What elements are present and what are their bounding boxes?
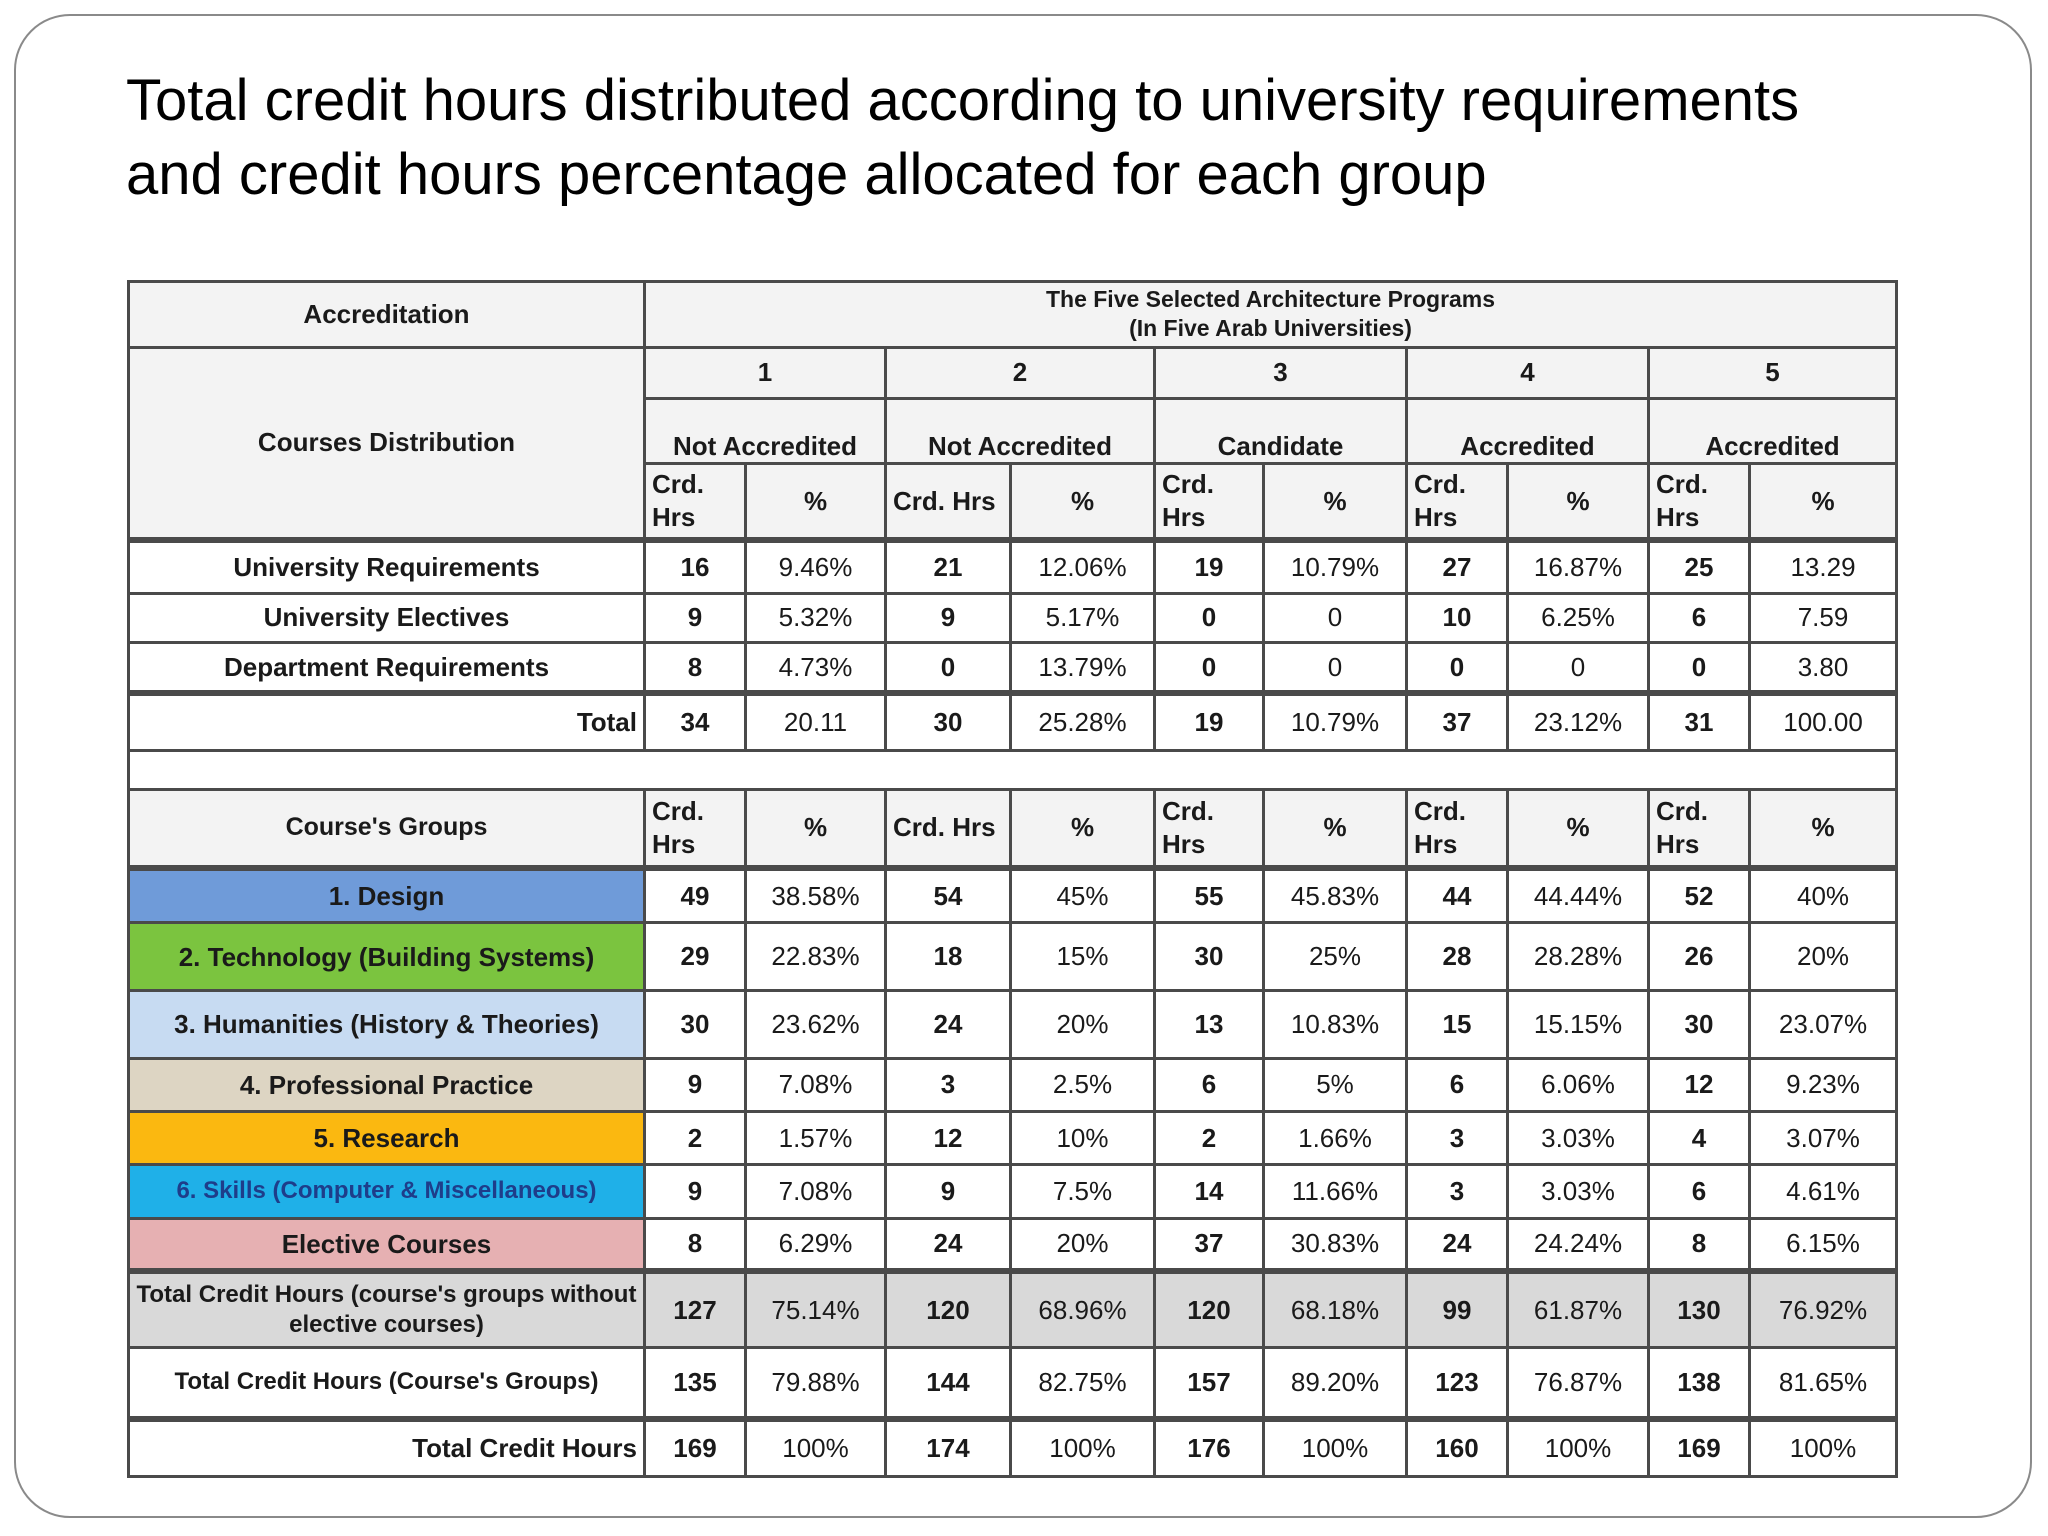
- crd-hrs-cell: 6: [1155, 1058, 1264, 1111]
- group-label: 1. Design: [129, 868, 645, 923]
- crd-hrs-cell: 49: [645, 868, 746, 923]
- crd-hrs-cell: 29: [645, 923, 746, 991]
- pct-header: %: [1750, 790, 1897, 868]
- crd-hrs-cell: 135: [645, 1347, 746, 1419]
- pct-cell: 24.24%: [1508, 1218, 1649, 1271]
- crd-hrs-cell: 27: [1407, 540, 1508, 593]
- programs-header-line2: (In Five Arab Universities): [1129, 315, 1412, 342]
- crd-hrs-header: Crd. Hrs: [645, 464, 746, 540]
- row-label: Total Credit Hours (Course's Groups): [129, 1347, 645, 1419]
- pct-cell: 10.79%: [1264, 540, 1407, 593]
- crd-hrs-cell: 14: [1155, 1165, 1264, 1218]
- pct-cell: 82.75%: [1011, 1347, 1155, 1419]
- pct-header: %: [1264, 790, 1407, 868]
- accreditation-status: Accredited: [1649, 398, 1897, 464]
- crd-hrs-cell: 174: [886, 1419, 1011, 1477]
- table-row: [129, 593, 1897, 642]
- crd-hrs-cell: 130: [1649, 1271, 1750, 1347]
- crd-hrs-header: Crd. Hrs: [886, 790, 1011, 868]
- pct-cell: 13.29: [1750, 540, 1897, 593]
- crd-hrs-cell: 9: [645, 1165, 746, 1218]
- row-label: University Requirements: [129, 540, 645, 593]
- crd-hrs-cell: 6: [1649, 1165, 1750, 1218]
- credit-hours-table: [127, 280, 1898, 1478]
- pct-cell: 100%: [1750, 1419, 1897, 1477]
- program-number: 4: [1407, 347, 1649, 398]
- crd-hrs-cell: 169: [1649, 1419, 1750, 1477]
- crd-hrs-cell: 15: [1407, 991, 1508, 1059]
- crd-hrs-cell: 28: [1407, 923, 1508, 991]
- pct-cell: 20.11: [746, 693, 886, 750]
- pct-cell: 6.29%: [746, 1218, 886, 1271]
- crd-hrs-cell: 0: [1155, 593, 1264, 642]
- pct-cell: 6.06%: [1508, 1058, 1649, 1111]
- pct-cell: 4.73%: [746, 642, 886, 693]
- pct-cell: 100%: [1264, 1419, 1407, 1477]
- pct-cell: 100.00: [1750, 693, 1897, 750]
- crd-hrs-header: Crd. Hrs: [1649, 790, 1750, 868]
- pct-cell: 1.66%: [1264, 1112, 1407, 1165]
- crd-hrs-cell: 30: [886, 693, 1011, 750]
- pct-cell: 12.06%: [1011, 540, 1155, 593]
- pct-cell: 9.46%: [746, 540, 886, 593]
- accreditation-status: Not Accredited: [645, 398, 886, 464]
- courses-distribution-label: Courses Distribution: [129, 347, 645, 540]
- crd-hrs-header: Crd. Hrs: [1155, 790, 1264, 868]
- pct-cell: 44.44%: [1508, 868, 1649, 923]
- pct-cell: 38.58%: [746, 868, 886, 923]
- crd-hrs-cell: 24: [886, 991, 1011, 1059]
- crd-hrs-cell: 8: [645, 642, 746, 693]
- pct-cell: 4.61%: [1750, 1165, 1897, 1218]
- crd-hrs-cell: 3: [1407, 1112, 1508, 1165]
- pct-cell: 20%: [1011, 1218, 1155, 1271]
- pct-cell: 20%: [1011, 991, 1155, 1059]
- pct-cell: 6.25%: [1508, 593, 1649, 642]
- group-row-elective: [129, 1218, 1897, 1271]
- accreditation-status: Not Accredited: [886, 398, 1155, 464]
- pct-cell: 40%: [1750, 868, 1897, 923]
- row-label: Department Requirements: [129, 642, 645, 693]
- crd-hrs-cell: 34: [645, 693, 746, 750]
- pct-cell: 0: [1264, 593, 1407, 642]
- crd-hrs-cell: 6: [1649, 593, 1750, 642]
- crd-hrs-cell: 2: [645, 1112, 746, 1165]
- crd-hrs-cell: 127: [645, 1271, 746, 1347]
- row-label: Total Credit Hours (course's groups without elective courses): [129, 1271, 645, 1347]
- crd-hrs-header: Crd. Hrs: [1407, 790, 1508, 868]
- crd-hrs-cell: 4: [1649, 1112, 1750, 1165]
- crd-hrs-header: Crd. Hrs: [1649, 464, 1750, 540]
- pct-cell: 1.57%: [746, 1112, 886, 1165]
- pct-header: %: [1011, 464, 1155, 540]
- pct-cell: 45.83%: [1264, 868, 1407, 923]
- crd-hrs-cell: 19: [1155, 540, 1264, 593]
- crd-hrs-cell: 21: [886, 540, 1011, 593]
- pct-cell: 81.65%: [1750, 1347, 1897, 1419]
- crd-hrs-cell: 13: [1155, 991, 1264, 1059]
- crd-hrs-cell: 2: [1155, 1112, 1264, 1165]
- spacer-row: [129, 751, 1897, 790]
- crd-hrs-cell: 30: [1155, 923, 1264, 991]
- pct-cell: 3.03%: [1508, 1165, 1649, 1218]
- pct-cell: 10.79%: [1264, 693, 1407, 750]
- pct-header: %: [1264, 464, 1407, 540]
- crd-hrs-cell: 123: [1407, 1347, 1508, 1419]
- pct-cell: 10.83%: [1264, 991, 1407, 1059]
- group-row-professional: [129, 1058, 1897, 1111]
- crd-hrs-cell: 138: [1649, 1347, 1750, 1419]
- pct-cell: 15.15%: [1508, 991, 1649, 1059]
- crd-hrs-cell: 44: [1407, 868, 1508, 923]
- crd-hrs-cell: 0: [1407, 642, 1508, 693]
- crd-hrs-cell: 9: [645, 1058, 746, 1111]
- crd-hrs-cell: 9: [645, 593, 746, 642]
- pct-cell: 15%: [1011, 923, 1155, 991]
- pct-cell: 25.28%: [1011, 693, 1155, 750]
- crd-hrs-cell: 157: [1155, 1347, 1264, 1419]
- crd-hrs-cell: 30: [1649, 991, 1750, 1059]
- crd-hrs-cell: 9: [886, 593, 1011, 642]
- crd-hrs-cell: 31: [1649, 693, 1750, 750]
- pct-header: %: [746, 464, 886, 540]
- crd-hrs-cell: 3: [1407, 1165, 1508, 1218]
- pct-cell: 20%: [1750, 923, 1897, 991]
- pct-header: %: [1750, 464, 1897, 540]
- pct-cell: 45%: [1011, 868, 1155, 923]
- crd-hrs-cell: 0: [1155, 642, 1264, 693]
- group-label: 2. Technology (Building Systems): [129, 923, 645, 991]
- pct-cell: 76.92%: [1750, 1271, 1897, 1347]
- pct-cell: 68.96%: [1011, 1271, 1155, 1347]
- crd-hrs-cell: 19: [1155, 693, 1264, 750]
- crd-hrs-header: Crd. Hrs: [645, 790, 746, 868]
- pct-cell: 100%: [1508, 1419, 1649, 1477]
- crd-hrs-cell: 12: [886, 1112, 1011, 1165]
- row-label: University Electives: [129, 593, 645, 642]
- crd-hrs-cell: 6: [1407, 1058, 1508, 1111]
- program-number: 5: [1649, 347, 1897, 398]
- crd-hrs-cell: 10: [1407, 593, 1508, 642]
- pct-cell: 9.23%: [1750, 1058, 1897, 1111]
- crd-hrs-cell: 37: [1407, 693, 1508, 750]
- total-groups-row: [129, 1347, 1897, 1419]
- crd-hrs-cell: 18: [886, 923, 1011, 991]
- pct-cell: 61.87%: [1508, 1271, 1649, 1347]
- program-number: 1: [645, 347, 886, 398]
- accreditation-status: Accredited: [1407, 398, 1649, 464]
- pct-cell: 7.59: [1750, 593, 1897, 642]
- crd-hrs-cell: 16: [645, 540, 746, 593]
- pct-cell: 79.88%: [746, 1347, 886, 1419]
- row-label: Total Credit Hours: [129, 1419, 645, 1477]
- crd-hrs-cell: 0: [886, 642, 1011, 693]
- group-label: 4. Professional Practice: [129, 1058, 645, 1111]
- pct-cell: 3.07%: [1750, 1112, 1897, 1165]
- total-row: [129, 693, 1897, 750]
- pct-cell: 0: [1508, 642, 1649, 693]
- pct-cell: 13.79%: [1011, 642, 1155, 693]
- pct-cell: 68.18%: [1264, 1271, 1407, 1347]
- crd-hrs-cell: 24: [886, 1218, 1011, 1271]
- pct-cell: 5.32%: [746, 593, 886, 642]
- group-row-design: [129, 868, 1897, 923]
- crd-hrs-cell: 55: [1155, 868, 1264, 923]
- accreditation-status: Candidate: [1155, 398, 1407, 464]
- group-label: 6. Skills (Computer & Miscellaneous): [129, 1165, 645, 1218]
- crd-hrs-cell: 24: [1407, 1218, 1508, 1271]
- group-label: Elective Courses: [129, 1218, 645, 1271]
- crd-hrs-header: Crd. Hrs: [886, 464, 1011, 540]
- crd-hrs-cell: 144: [886, 1347, 1011, 1419]
- total-without-electives-row: [129, 1271, 1897, 1347]
- pct-cell: 7.5%: [1011, 1165, 1155, 1218]
- pct-cell: 3.80: [1750, 642, 1897, 693]
- program-number: 2: [886, 347, 1155, 398]
- pct-cell: 2.5%: [1011, 1058, 1155, 1111]
- crd-hrs-cell: 0: [1649, 642, 1750, 693]
- crd-hrs-cell: 25: [1649, 540, 1750, 593]
- crd-hrs-cell: 9: [886, 1165, 1011, 1218]
- crd-hrs-cell: 176: [1155, 1419, 1264, 1477]
- course-groups-label: Course's Groups: [129, 790, 645, 868]
- crd-hrs-cell: 26: [1649, 923, 1750, 991]
- slide-title: Total credit hours distributed according to university requirements and credit hours percentage allocated for each group: [126, 68, 1800, 207]
- pct-cell: 10%: [1011, 1112, 1155, 1165]
- crd-hrs-cell: 12: [1649, 1058, 1750, 1111]
- group-row-humanities: [129, 991, 1897, 1059]
- crd-hrs-header: Crd. Hrs: [1407, 464, 1508, 540]
- pct-cell: 100%: [1011, 1419, 1155, 1477]
- crd-hrs-cell: 8: [645, 1218, 746, 1271]
- pct-header: %: [1508, 790, 1649, 868]
- pct-cell: 22.83%: [746, 923, 886, 991]
- group-row-research: [129, 1112, 1897, 1165]
- group-row-technology: [129, 923, 1897, 991]
- pct-cell: 23.12%: [1508, 693, 1649, 750]
- table-row: [129, 642, 1897, 693]
- accreditation-label: Accreditation: [129, 282, 645, 348]
- crd-hrs-cell: 30: [645, 991, 746, 1059]
- group-label: 3. Humanities (History & Theories): [129, 991, 645, 1059]
- pct-cell: 75.14%: [746, 1271, 886, 1347]
- crd-hrs-cell: 54: [886, 868, 1011, 923]
- crd-hrs-cell: 3: [886, 1058, 1011, 1111]
- crd-hrs-cell: 169: [645, 1419, 746, 1477]
- program-number: 3: [1155, 347, 1407, 398]
- pct-cell: 16.87%: [1508, 540, 1649, 593]
- pct-cell: 23.62%: [746, 991, 886, 1059]
- crd-hrs-cell: 52: [1649, 868, 1750, 923]
- crd-hrs-cell: 99: [1407, 1271, 1508, 1347]
- spacer-cell: [129, 751, 1897, 790]
- group-row-skills: [129, 1165, 1897, 1218]
- crd-hrs-cell: 120: [1155, 1271, 1264, 1347]
- pct-cell: 30.83%: [1264, 1218, 1407, 1271]
- pct-cell: 89.20%: [1264, 1347, 1407, 1419]
- pct-header: %: [1011, 790, 1155, 868]
- crd-hrs-cell: 120: [886, 1271, 1011, 1347]
- pct-cell: 25%: [1264, 923, 1407, 991]
- pct-cell: 3.03%: [1508, 1112, 1649, 1165]
- pct-cell: 76.87%: [1508, 1347, 1649, 1419]
- pct-cell: 7.08%: [746, 1165, 886, 1218]
- pct-cell: 11.66%: [1264, 1165, 1407, 1218]
- crd-hrs-cell: 8: [1649, 1218, 1750, 1271]
- pct-header: %: [746, 790, 886, 868]
- crd-hrs-cell: 160: [1407, 1419, 1508, 1477]
- crd-hrs-cell: 37: [1155, 1218, 1264, 1271]
- crd-hrs-header: Crd. Hrs: [1155, 464, 1264, 540]
- pct-cell: 7.08%: [746, 1058, 886, 1111]
- programs-header: [645, 282, 1897, 348]
- pct-cell: 23.07%: [1750, 991, 1897, 1059]
- table-row: [129, 540, 1897, 593]
- programs-header-line1: The Five Selected Architecture Programs: [1045, 286, 1496, 313]
- pct-header: %: [1508, 464, 1649, 540]
- total-credit-hours-row: [129, 1419, 1897, 1477]
- row-label: Total: [129, 693, 645, 750]
- pct-cell: 5%: [1264, 1058, 1407, 1111]
- pct-cell: 0: [1264, 642, 1407, 693]
- pct-cell: 100%: [746, 1419, 886, 1477]
- pct-cell: 5.17%: [1011, 593, 1155, 642]
- group-label: 5. Research: [129, 1112, 645, 1165]
- pct-cell: 6.15%: [1750, 1218, 1897, 1271]
- pct-cell: 28.28%: [1508, 923, 1649, 991]
